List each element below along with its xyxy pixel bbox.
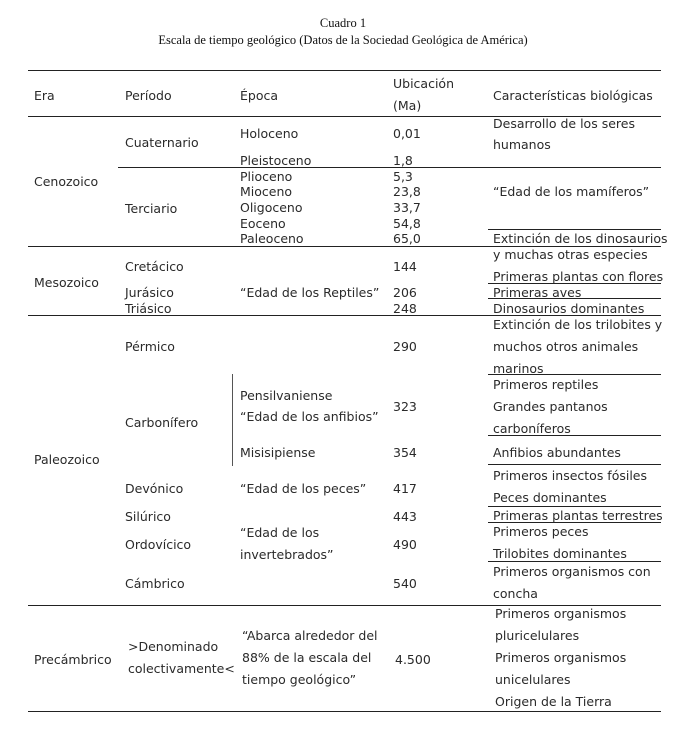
bio-pluricelulares-line1: Primeros organismos	[495, 606, 627, 621]
bio-reptiles: Primeros reptiles	[493, 377, 599, 392]
ma-triasico: 248	[393, 301, 417, 316]
epoch-paleoceno: Paleoceno	[240, 231, 304, 246]
bio-insectos: Primeros insectos fósiles	[493, 468, 648, 483]
bio-extincion-line2: y muchas otras especies	[493, 247, 648, 262]
bio-permico-line3: marinos	[493, 361, 544, 376]
ma-mioceno: 23,8	[393, 184, 421, 199]
era-precambrico: Precámbrico	[34, 652, 112, 667]
humanos-rule	[488, 167, 661, 168]
ma-misisipiense: 354	[393, 445, 417, 460]
ma-pleistoceno: 1,8	[393, 153, 413, 168]
ma-pensilvaniense: 323	[393, 399, 417, 414]
era-cenozoico: Cenozoico	[34, 174, 99, 189]
bio-extincion-line1: Extinción de los dinosaurios	[493, 231, 668, 246]
bio-aves: Primeras aves	[493, 285, 582, 300]
era-mesozoico: Mesozoico	[34, 275, 99, 290]
ma-holoceno: 0,01	[393, 126, 421, 141]
epoch-pensilvaniense: Pensilvaniense	[240, 388, 333, 403]
bio-primeros-peces: Primeros peces	[493, 524, 589, 539]
bio-unicelulares-line1: Primeros organismos	[495, 650, 627, 665]
ma-plioceno: 5,3	[393, 169, 413, 184]
epoch-oligoceno: Oligoceno	[240, 200, 303, 215]
period-permico: Pérmico	[125, 339, 175, 354]
epoca-invertebrados-line1: “Edad de los	[240, 525, 320, 540]
table-top-rule	[28, 70, 661, 71]
epoca-invertebrados-line2: invertebrados”	[240, 547, 334, 562]
ma-ordovicico: 490	[393, 537, 417, 552]
epoca-peces: “Edad de los peces”	[240, 481, 367, 496]
header-epoca: Época	[240, 88, 279, 103]
ma-silurico: 443	[393, 509, 417, 524]
ma-cretacico: 144	[393, 259, 417, 274]
epoch-mioceno: Mioceno	[240, 184, 293, 199]
mamiferos-rule	[488, 229, 661, 230]
bio-pantanos-line2: carboníferos	[493, 421, 571, 436]
epoca-anfibios: “Edad de los anfibios”	[240, 409, 379, 424]
epoca-precambrico-line1: “Abarca alrededor del	[242, 628, 378, 643]
period-terciario: Terciario	[125, 201, 178, 216]
bio-unicelulares-line2: unicelulares	[495, 672, 571, 687]
bio-flores: Primeras plantas con flores	[493, 269, 664, 284]
epoch-misisipiense: Misisipiense	[240, 445, 316, 460]
bio-trilobites: Trilobites dominantes	[493, 546, 627, 561]
periodo-denominado-line2: colectivamente<	[128, 661, 235, 676]
period-silurico: Silúrico	[125, 509, 171, 524]
epoch-plioceno: Plioceno	[240, 169, 293, 184]
bio-dinosaurios: Dinosaurios dominantes	[493, 301, 645, 316]
bio-permico-line1: Extinción de los trilobites y	[493, 317, 663, 332]
bio-humanos-line1: Desarrollo de los seres	[493, 116, 635, 131]
epoch-eoceno: Eoceno	[240, 216, 286, 231]
epoca-precambrico-line2: 88% de la escala del	[242, 650, 372, 665]
bio-pantanos-line1: Grandes pantanos	[493, 399, 608, 414]
bio-mamiferos: “Edad de los mamíferos”	[493, 184, 650, 199]
periodo-denominado-line1: >Denominado	[128, 639, 219, 654]
ma-paleoceno: 65,0	[393, 231, 421, 246]
table-caption-title: Cuadro 1	[319, 16, 367, 30]
table-caption-subtitle: Escala de tiempo geológico (Datos de la Sociedad Geológica de América)	[158, 33, 528, 47]
ma-jurasico: 206	[393, 285, 417, 300]
bio-peces-dominantes: Peces dominantes	[493, 490, 607, 505]
epoca-precambrico-line3: tiempo geológico”	[242, 672, 357, 687]
bio-permico-line2: muchos otros animales	[493, 339, 639, 354]
epoch-holoceno: Holoceno	[240, 126, 299, 141]
bio-anfibios: Anfibios abundantes	[493, 445, 621, 460]
period-carbonifero: Carbonífero	[125, 415, 199, 430]
period-cambrico: Cámbrico	[125, 576, 185, 591]
bio-concha-line1: Primeros organismos con	[493, 564, 651, 579]
period-triasico: Triásico	[125, 301, 172, 316]
ma-eoceno: 54,8	[393, 216, 421, 231]
carbonifero-bracket	[232, 374, 233, 466]
ma-devonico: 417	[393, 481, 417, 496]
ma-cambrico: 540	[393, 576, 417, 591]
epoca-reptiles: “Edad de los Reptiles”	[240, 285, 380, 300]
header-era: Era	[34, 88, 55, 103]
bio-humanos-line2: humanos	[493, 137, 551, 152]
header-ubicacion: Ubicación	[393, 76, 455, 91]
header-caracteristicas: Características biológicas	[493, 88, 653, 103]
era-paleozoico: Paleozoico	[34, 452, 100, 467]
ma-oligoceno: 33,7	[393, 200, 421, 215]
bio-origen-tierra: Origen de la Tierra	[495, 694, 612, 709]
header-ma: (Ma)	[393, 98, 422, 113]
bio-pluricelulares-line2: pluricelulares	[495, 628, 580, 643]
ma-permico: 290	[393, 339, 417, 354]
period-devonico: Devónico	[125, 481, 184, 496]
period-cretacico: Cretácico	[125, 259, 184, 274]
header-periodo: Período	[125, 88, 172, 103]
period-jurasico: Jurásico	[125, 285, 174, 300]
ma-precambrico: 4.500	[395, 652, 431, 667]
period-cuaternario: Cuaternario	[125, 135, 199, 150]
period-ordovicico: Ordovícico	[125, 537, 192, 552]
bio-concha-line2: concha	[493, 586, 538, 601]
epoch-pleistoceno: Pleistoceno	[240, 153, 312, 168]
bio-plantas-terrestres: Primeras plantas terrestres	[493, 508, 663, 523]
